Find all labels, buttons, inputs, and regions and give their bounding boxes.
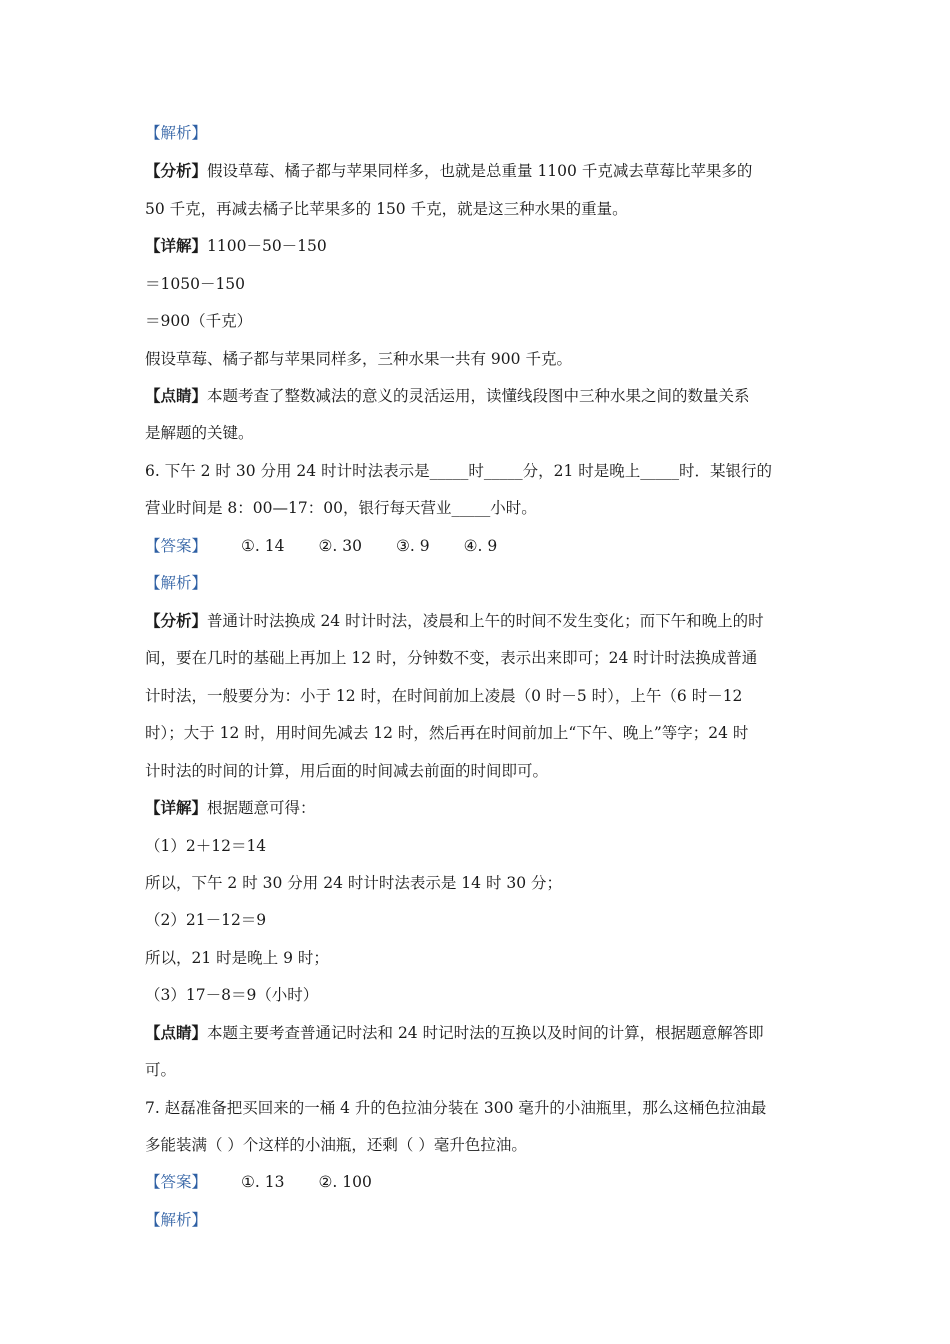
calc-step: 1100－50－150 [207,237,327,255]
key-point-paragraph [145,1021,830,1045]
analysis-heading: 【解析】 [145,124,208,142]
key-point-tag: 【点睛】 [145,1023,208,1042]
calc-explanation: 所以，21 时是晚上 9 时； [145,949,329,967]
analysis-text: 假设草莓、橘子都与苹果同样多，也就是总重量 1100 千克减去草莓比苹果多的 [207,162,753,180]
question-6-stem-continued: 营业时间是 8：00—17：00，银行每天营业_____小时。 [145,499,537,517]
detail-paragraph [145,234,830,258]
answer-item: ②. 30 [318,537,362,555]
calc-step: （2）21－12＝9 [145,911,267,929]
analysis-text-continued: 时）；大于 12 时，用时间先减去 12 时，然后再在时间前加上“下午、晚上”等字；24 时 [145,724,749,742]
analysis-tag: 【分析】 [145,161,208,180]
calc-step: （3）17－8＝9（小时） [145,986,319,1004]
key-point-tag: 【点睛】 [145,386,208,405]
key-point-paragraph [145,384,830,408]
analysis-text-continued: 50 千克，再减去橘子比苹果多的 150 千克，就是这三种水果的重量。 [145,200,628,218]
answer-item: ③. 9 [395,537,430,555]
calc-explanation: 所以，下午 2 时 30 分用 24 时计时法表示是 14 时 30 分； [145,874,563,892]
analysis-text: 普通计时法换成 24 时计时法，凌晨和上午的时间不发生变化；而下午和晚上的时 [207,612,764,630]
key-point-text: 本题考查了整数减法的意义的灵活运用，读懂线段图中三种水果之间的数量关系 [207,387,750,405]
conclusion-text: 假设草莓、橘子都与苹果同样多，三种水果一共有 900 千克。 [145,350,572,368]
detail-text: 根据题意可得： [207,799,316,817]
analysis-paragraph [145,609,830,633]
key-point-text-continued: 可。 [145,1061,177,1079]
answer-tag: 【答案】 [145,537,208,555]
answer-item: ④. 9 [463,537,498,555]
analysis-paragraph [145,159,830,183]
detail-paragraph [145,796,830,820]
calc-step: （1）2＋12＝14 [145,837,267,855]
analysis-text-continued: 间，要在几时的基础上再加上 12 时，分钟数不变，表示出来即可；24 时计时法换成普通 [145,649,758,667]
answer-item: ②. 100 [318,1173,372,1191]
answer-item: ①. 14 [241,537,285,555]
key-point-text: 本题主要考查普通记时法和 24 时记时法的互换以及时间的计算，根据题意解答即 [207,1024,764,1042]
answer-tag: 【答案】 [145,1173,208,1191]
question-7-stem-continued: 多能装满（ ）个这样的小油瓶，还剩（ ）毫升色拉油。 [145,1136,527,1154]
detail-tag: 【详解】 [145,798,208,817]
analysis-text-continued: 计时法的时间的计算，用后面的时间减去前面的时间即可。 [145,762,549,780]
calc-step: ＝1050－150 [145,275,246,293]
analysis-heading: 【解析】 [145,1211,208,1229]
answer-item: ①. 13 [241,1173,285,1191]
analysis-tag: 【分析】 [145,611,208,630]
key-point-text-continued: 是解题的关键。 [145,424,254,442]
analysis-text-continued: 计时法，一般要分为：小于 12 时，在时间前加上凌晨（0 时－5 时），上午（6 时－12 [145,687,743,705]
question-6-stem: 6. 下午 2 时 30 分用 24 时计时法表示是_____时_____分，21 时是晚上_____时．某银行的 [145,462,772,480]
analysis-heading: 【解析】 [145,574,208,592]
answer-row [145,534,830,558]
answer-row [145,1170,830,1194]
detail-tag: 【详解】 [145,236,208,255]
calc-step: ＝900（千克） [145,312,253,330]
question-7-stem: 7. 赵磊准备把买回来的一桶 4 升的色拉油分装在 300 毫升的小油瓶里，那么这桶色拉油最 [145,1099,767,1117]
